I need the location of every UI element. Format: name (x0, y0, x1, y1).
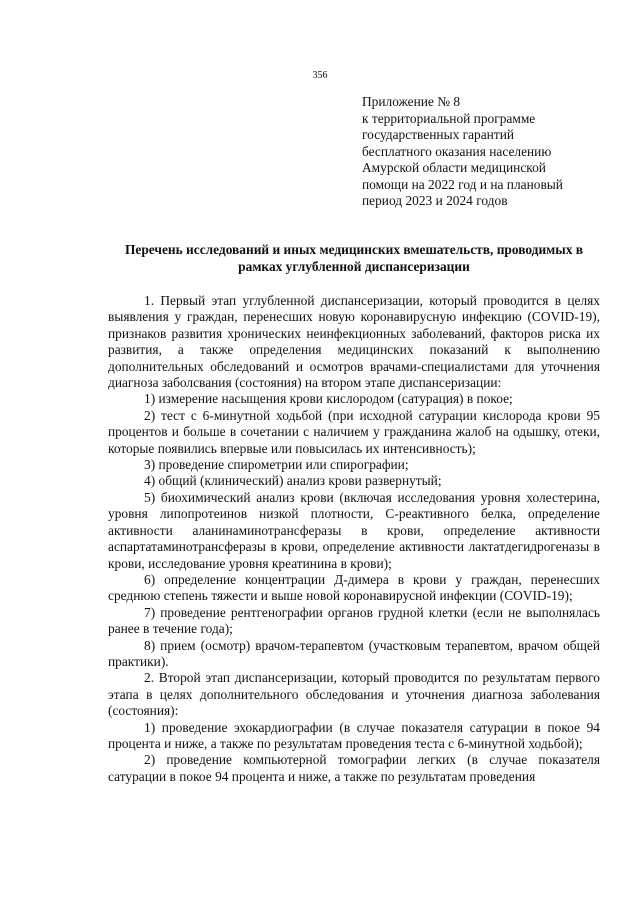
appendix-line: Приложение № 8 (362, 94, 461, 109)
paragraph: 2) тест с 6-минутной ходьбой (при исходной сатурации кислорода крови 95 процентов и больше в сочетании с наличием у гражданина жалоб на одышку, отеки, которые появились впервые или повысилась их интенсивность); (108, 407, 600, 456)
paragraph: 8) прием (осмотр) врачом-терапевтом (участковым терапевтом, врачом общей практики). (108, 637, 600, 669)
paragraph: 1. Первый этап углубленной диспансеризации, который проводится в целях выявления у граждан, перенесших новую коронавирусную инфекцию (COVID-19), признаков развития хронических неинфекционных заболеваний, факторов риска их развития, а также определения медицинских показаний к выполнению дополнительных обследований и осмотров врачами-специалистами для уточнения диагноза заболсвания (состояния) на втором этапе диспансеризации: (108, 293, 600, 391)
paragraph: 1) проведение эхокардиографии (в случае показателя сатурации в покое 94 процента и ниже, а также по результатам проведения теста с 6-минутной ходьбой); (108, 719, 600, 751)
paragraph: 3) проведение спирометрии или спирографии; (144, 457, 409, 473)
page-number: 356 (312, 70, 328, 81)
paragraph: 2. Второй этап диспансеризации, который проводится по результатам первого этапа в целях дополнительного обследования и уточнения диагноза заболевания (состояния): (108, 670, 600, 719)
appendix-line: Амурской области медицинской (362, 160, 546, 175)
document-title: Перечень исследований и иных медицинских вмешательств, проводимых в рамках углубленной диспансеризации (124, 242, 584, 274)
paragraph: 6) определение концентрации Д-димера в крови у граждан, перенесших среднюю степень тяжести и выше новой коронавирусной инфекции (COVID-19); (108, 571, 600, 604)
paragraph: 5) биохимический анализ крови (включая исследования уровня холестерина, уровня липопротеинов низкой плотности, С-реактивного белка, определение активности аланинаминотрансферазы в крови, определение активности аспартатаминотрансферазы в крови, определение активности лактатдегидрогеназы в крови, исследование уровня креатинина в крови); (108, 489, 600, 571)
paragraph: 2) проведение компьютерной томографии легких (в случае показателя сатурации в покое 94 процента и ниже, а также по результатам проведения (108, 752, 600, 784)
appendix-line: государственных гарантий (362, 127, 515, 142)
appendix-header (362, 94, 602, 210)
paragraph: 4) общий (клинический) анализ крови развернутый; (144, 473, 442, 489)
paragraph: 7) проведение рентгенографии органов грудной клетки (если не выполнялась ранее в течение года); (108, 604, 600, 637)
paragraph: 1) измерение насыщения крови кислородом (сатурация) в покое; (144, 391, 513, 407)
appendix-line: к территориальной программе (362, 110, 536, 126)
document-body (108, 293, 600, 785)
appendix-line: помощи на 2022 год и на плановый (362, 176, 563, 192)
appendix-line: период 2023 и 2024 годов (362, 193, 508, 208)
appendix-line: бесплатного оказания населению (362, 143, 552, 159)
